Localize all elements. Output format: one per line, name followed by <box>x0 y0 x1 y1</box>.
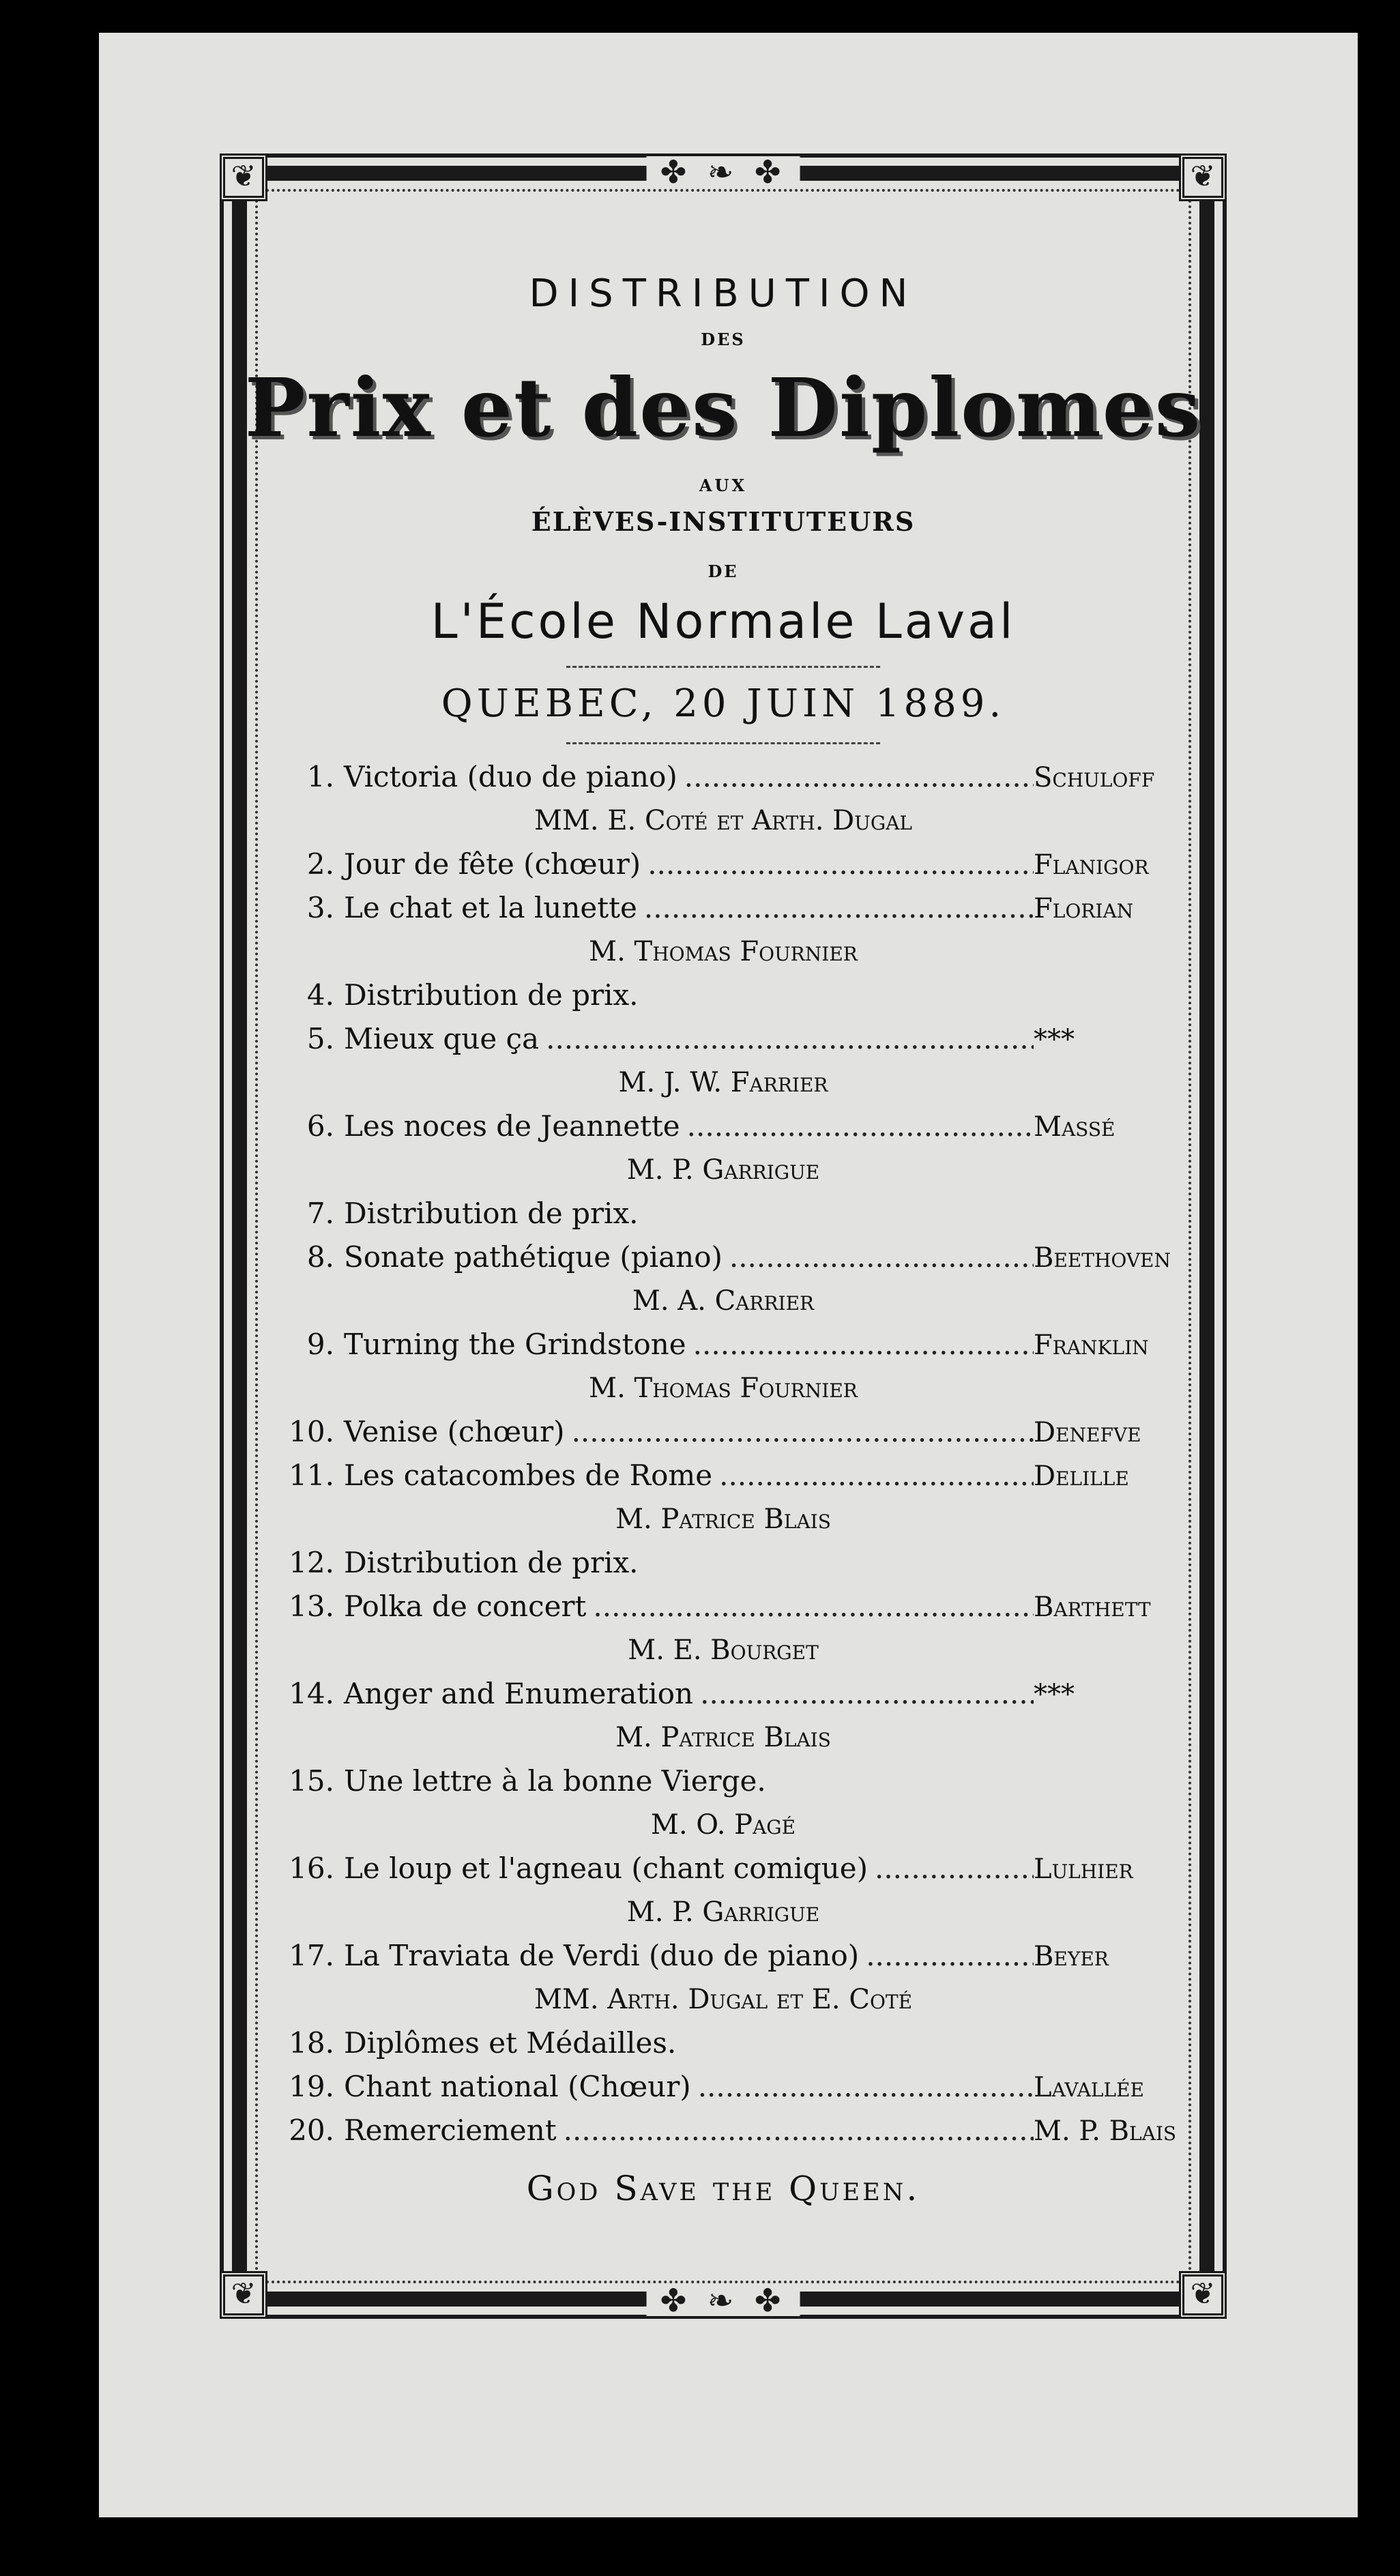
item-title: Les catacombes de Rome <box>344 1459 713 1492</box>
dot-leader <box>586 1585 1034 1628</box>
item-title: Les noces de Jeannette <box>344 1109 680 1143</box>
item-author: Denefve <box>1034 1417 1141 1448</box>
item-author: Flanigor <box>1034 849 1149 881</box>
item-number: 8. <box>306 1240 334 1274</box>
item-title: Anger and Enumeration <box>344 1677 694 1710</box>
item-author: Schuloff <box>1034 762 1155 793</box>
item-title: Distribution de prix. <box>344 1197 639 1230</box>
item-number: 9. <box>306 1328 334 1361</box>
item-number: 17. <box>289 1939 334 1972</box>
corner-ornament-icon: ❦ <box>220 2271 267 2319</box>
item-title: Remerciement <box>344 2113 557 2147</box>
dot-leader <box>686 1323 1034 1366</box>
bottom-ornament-icon: ✤ ❧ ✤ <box>647 2285 800 2316</box>
performer-line: M. P. Garrigue <box>626 1897 820 1928</box>
corner-ornament-icon: ❦ <box>1179 2271 1227 2319</box>
performer-line: M. O. Pagé <box>650 1809 796 1841</box>
dot-leader <box>691 2065 1034 2109</box>
corner-ornament-icon: ❦ <box>1179 153 1227 201</box>
item-number: 18. <box>289 2026 334 2060</box>
performer-line: M. Patrice Blais <box>615 1504 831 1535</box>
item-number: 12. <box>289 1546 334 1579</box>
footer-anthem: God Save the Queen. <box>526 2169 920 2208</box>
corner-ornament-icon: ❦ <box>220 153 267 201</box>
item-number: 14. <box>289 1677 334 1710</box>
performer-line: M. Thomas Fournier <box>589 1373 858 1404</box>
heading-school: L'École Normale Laval <box>431 594 1016 649</box>
heading-eleves: ÉLÈVES-INSTITUTEURS <box>531 506 916 537</box>
item-author: Lavallée <box>1034 2072 1144 2103</box>
program-list <box>232 755 1214 2152</box>
item-title: Mieux que ça <box>344 1022 540 1055</box>
item-author: Beethoven <box>1034 1242 1171 1274</box>
program-item <box>232 1585 1214 1628</box>
program-item <box>232 755 1214 799</box>
heading-date: QUEBEC, 20 JUIN 1889. <box>441 682 1006 726</box>
program-item <box>232 2065 1214 2109</box>
program-item <box>232 1410 1214 1454</box>
performer-line: M. E. Bourget <box>628 1635 819 1666</box>
performer-line: MM. E. Coté et Arth. Dugal <box>534 805 913 836</box>
item-title: Distribution de prix. <box>344 1546 639 1579</box>
item-author: *** <box>1034 1679 1075 1710</box>
item-number: 1. <box>306 760 334 793</box>
item-number: 7. <box>306 1197 334 1230</box>
performer-line: MM. Arth. Dugal et E. Coté <box>534 1984 913 2015</box>
program-item <box>232 974 1214 1017</box>
item-number: 16. <box>289 1852 334 1885</box>
item-number: 20. <box>289 2113 334 2147</box>
item-title: La Traviata de Verdi (duo de piano) <box>344 1939 860 1972</box>
item-title: Une lettre à la bonne Vierge. <box>344 1764 766 1798</box>
item-number: 2. <box>306 847 334 881</box>
performer-line: M. A. Carrier <box>632 1285 815 1317</box>
program-item <box>232 1192 1214 1235</box>
item-number: 10. <box>289 1415 334 1448</box>
item-title: Distribution de prix. <box>344 978 639 1012</box>
item-number: 4. <box>306 978 334 1012</box>
program-item <box>232 2021 1214 2065</box>
program-item <box>232 1759 1214 1803</box>
item-title: Polka de concert <box>344 1590 587 1623</box>
item-title: Le chat et la lunette <box>344 891 637 924</box>
item-title: Diplômes et Médailles. <box>344 2026 677 2060</box>
heading-aux: AUX <box>699 475 748 495</box>
program-item <box>232 1672 1214 1716</box>
program-item <box>232 1235 1214 1279</box>
program-item <box>232 1541 1214 1585</box>
item-number: 15. <box>289 1764 334 1798</box>
heading-prix: Prix et des Diplomes <box>244 360 1202 455</box>
item-number: 19. <box>289 2070 334 2103</box>
item-number: 5. <box>306 1022 334 1055</box>
program-item <box>232 1323 1214 1366</box>
item-number: 11. <box>289 1459 334 1492</box>
dot-leader <box>723 1235 1034 1279</box>
item-title: Venise (chœur) <box>344 1415 565 1448</box>
top-ornament-icon: ✤ ❧ ✤ <box>647 156 800 188</box>
item-number: 13. <box>289 1590 334 1623</box>
item-author: M. P. Blais <box>1034 2116 1177 2147</box>
item-title: Victoria (duo de piano) <box>344 760 677 793</box>
performer-line: M. Thomas Fournier <box>589 936 858 967</box>
performer-line: M. Patrice Blais <box>615 1722 831 1753</box>
heading-distribution: DISTRIBUTION <box>529 272 918 316</box>
dot-leader <box>868 1847 1034 1890</box>
dot-leader <box>637 886 1034 930</box>
item-author: Massé <box>1034 1111 1115 1143</box>
dot-leader <box>859 1934 1034 1978</box>
dot-leader <box>565 1410 1034 1454</box>
item-author: Florian <box>1034 893 1134 924</box>
item-author: *** <box>1034 1024 1075 1055</box>
dot-leader <box>641 843 1034 886</box>
program-item <box>232 1934 1214 1978</box>
dot-leader <box>677 755 1034 799</box>
performer-line: M. P. Garrigue <box>626 1154 820 1186</box>
item-author: Lulhier <box>1034 1854 1133 1885</box>
program-item <box>232 2109 1214 2152</box>
dot-leader <box>712 1454 1034 1497</box>
dot-leader <box>680 1104 1034 1148</box>
program-item <box>232 1017 1214 1061</box>
item-title: Le loup et l'agneau (chant comique) <box>344 1852 868 1885</box>
item-author: Delille <box>1034 1461 1129 1492</box>
item-title: Sonate pathétique (piano) <box>344 1240 723 1274</box>
program-sheet <box>99 33 1358 2517</box>
divider <box>566 742 880 744</box>
program-item <box>232 843 1214 886</box>
program-item <box>232 1104 1214 1148</box>
item-title: Jour de fête (chœur) <box>344 847 641 881</box>
dot-leader <box>693 1672 1034 1716</box>
item-title: Chant national (Chœur) <box>344 2070 691 2103</box>
program-item <box>232 1454 1214 1497</box>
item-title: Turning the Grindstone <box>344 1328 686 1361</box>
item-author: Barthett <box>1034 1592 1151 1623</box>
performer-line: M. J. W. Farrier <box>618 1067 828 1098</box>
heading-des: DES <box>701 330 746 349</box>
dot-leader <box>557 2109 1034 2152</box>
program-content <box>232 210 1214 2208</box>
item-number: 3. <box>306 891 334 924</box>
program-item <box>232 1847 1214 1890</box>
item-author: Franklin <box>1034 1330 1149 1361</box>
divider <box>566 666 880 668</box>
program-item <box>232 886 1214 930</box>
item-number: 6. <box>306 1109 334 1143</box>
heading-de: DE <box>708 561 739 581</box>
item-author: Beyer <box>1034 1941 1109 1972</box>
dot-leader <box>539 1017 1034 1061</box>
